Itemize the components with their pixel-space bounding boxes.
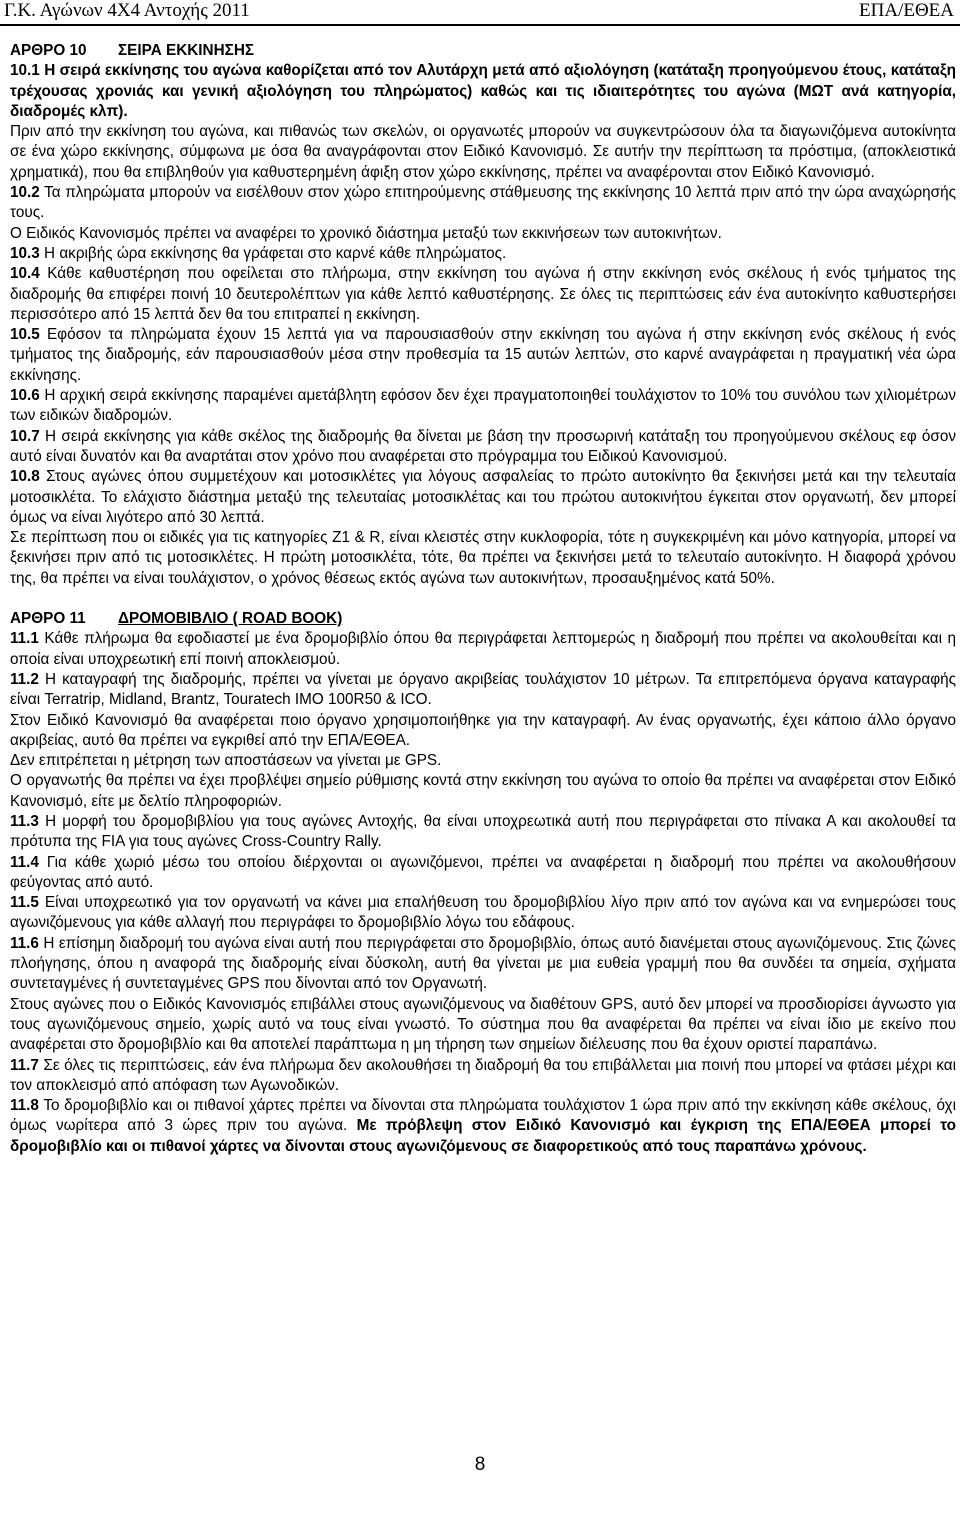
- clause-10-3-text: Η ακριβής ώρα εκκίνησης θα γράφεται στο καρνέ κάθε πληρώματος.: [39, 244, 507, 262]
- clause-10-4-text: Κάθε καθυστέρηση που οφείλεται στο πλήρωμα, στην εκκίνηση του αγώνα ή στην εκκίνηση ενός σκέλους ή ενός τμήματος της διαδρομής θα επιφέρει ποινή 10 δευτερολέπτων για κάθε λεπτό καθυστέρησης. Σε όλες τις περιπτώσεις εάν ένα αυτοκίνητο καθυστερήσει περισσότερο από 15 λεπτά δεν θα του επιτραπεί η εκκίνηση.: [10, 265, 956, 323]
- paragraph-10-2: [10, 183, 956, 224]
- paragraph-10-8-b: Σε περίπτωση που οι ειδικές για τις κατηγορίες Z1 & R, είναι κλειστές στην κυκλοφορία, τότε η συγκεκριμένη και μόνο κατηγορία, μπορεί να ξεκινήσει πριν από τις μοτοσικλέτες. Η πρώτη μοτοσικλέτα, τότε, θα πρέπει να ξεκινήσει μετά το τελευταίο αυτοκίνητο. Η διαφορά χρόνου της, θα πρέπει να είναι τουλάχιστον, ο χρόνος θέσεως εκτός αγώνα των αυτοκινήτων, προσαυξημένος κατά 50%.: [10, 529, 956, 587]
- clause-11-2-text: Η καταγραφή της διαδρομής, πρέπει να γίνεται με όργανο ακριβείας τουλάχιστον 10 μέτρων. Τα επιτρεπόμενα όργανα καταγραφής είναι Terratrip, Midland, Brantz, Touratech IMO 100R50 & ICO.: [10, 670, 956, 709]
- paragraph-11-8: [10, 1096, 956, 1157]
- article-10-heading: [10, 41, 956, 61]
- document-title: Γ.Κ. Αγώνων 4Χ4 Αντοχής 2011: [4, 0, 250, 21]
- clause-10-1-number: 10.1: [10, 62, 40, 80]
- paragraph-11-4: [10, 853, 956, 894]
- clause-11-1-number: 11.1: [10, 630, 39, 648]
- paragraph-11-5: [10, 893, 956, 934]
- clause-11-7-number: 11.7: [10, 1056, 39, 1074]
- article-11-title: ΔΡΟΜΟΒΙΒΛΙΟ ( ROAD BOOK): [118, 610, 343, 628]
- paragraph-10-1: [10, 61, 956, 122]
- article-10-title: ΣΕΙΡΑ ΕΚΚΙΝΗΣΗΣ: [118, 42, 255, 59]
- clause-10-6-number: 10.6: [10, 387, 40, 405]
- paragraph-10-1-body: Πριν από την εκκίνηση του αγώνα, και πιθανώς των σκελών, οι οργανωτές μπορούν να συγκεντρώσουν όλα τα διαγωνιζόμενα αυτοκίνητα σε ένα χώρο εκκίνησης, σύμφωνα με όσα θα αναγράφονται στον Ειδικό Κανονισμό. Σε αυτήν την περίπτωση τα πρόστιμα, (αποκλειστικά χρηματικά), που θα επιβληθούν για καθυστερημένη άφιξη στον χώρο εκκίνησης, πρέπει να αναφέρονται στον Ειδικό Κανονισμό.: [10, 123, 956, 181]
- document-body: [10, 41, 956, 1157]
- clause-11-4-number: 11.4: [10, 853, 39, 871]
- clause-10-7-number: 10.7: [10, 427, 40, 445]
- clause-10-5-text: Εφόσον τα πληρώματα έχουν 15 λεπτά για να παρουσιασθούν στην εκκίνηση του αγώνα ή στην εκκίνηση ενός σκέλους ή ενός τμήματος της διαδρομής, εάν παρουσιασθούν μέσα στην προθεσμία τα 15 αυτών λεπτών, στο καρνέ αναγράφεται η πραγματική νέα ώρα εκκίνησης.: [10, 326, 956, 384]
- page-header: [0, 0, 960, 26]
- paragraph-10-8: [10, 467, 956, 528]
- paragraph-11-6: [10, 934, 956, 995]
- paragraph-10-7: [10, 427, 956, 468]
- paragraph-11-3: [10, 812, 956, 853]
- paragraph-10-3: [10, 244, 956, 264]
- paragraph-11-2-b: Στον Ειδικό Κανονισμό θα αναφέρεται ποιο όργανο χρησιμοποιήθηκε για την καταγραφή. Αν ένας οργανωτής, έχει κάποιο άλλο όργανο ακριβείας, αυτό θα πρέπει να εγκριθεί από την ΕΠΑ/ΕΘΕΑ.: [10, 711, 956, 749]
- clause-10-7-text: Η σειρά εκκίνησης για κάθε σκέλος της διαδρομής θα δίνεται με βάση την προσωρινή κατάταξη του προηγούμενου σκέλους εφ όσον αυτό είναι δυνατόν και θα αναρτάται στον χρόνο που αναφέρεται στο πρόγραμμα του Ειδικού Κανονισμού.: [10, 427, 956, 465]
- clause-10-2-text: Τα πληρώματα μπορούν να εισέλθουν στον χώρο επιτηρούμενης στάθμευσης της εκκίνησης 10 λεπτά πριν από την ώρα αναχώρησής τους.: [10, 184, 956, 222]
- paragraph-10-5: [10, 325, 956, 386]
- clause-10-5-number: 10.5: [10, 326, 40, 344]
- article-11-heading: [10, 609, 956, 629]
- article-10-number: ΑΡΘΡΟ 10: [10, 42, 87, 59]
- paragraph-10-6: [10, 386, 956, 427]
- clause-10-3-number: 10.3: [10, 244, 40, 262]
- clause-10-6-text: Η αρχική σειρά εκκίνησης παραμένει αμετάβλητη εφόσον δεν έχει πραγματοποιηθεί τουλάχιστον το 10% του συνόλου των χιλιομέτρων των ειδικών διαδρομών.: [10, 387, 956, 425]
- paragraph-11-6-b: Στους αγώνες που ο Ειδικός Κανονισμός επιβάλλει στους αγωνιζόμενους να διαθέτουν GPS, αυτό δεν μπορεί να προσδιορίσει άγνωστο για τους αγωνιζόμενους σημείο, χωρίς αυτό να τους είναι γνωστό. Το σύστημα που θα αναφέρεται θα πρέπει να είναι ίδιο με εκείνο που αναφέρεται στο δρομοβιβλίο και θα αποτελεί παράπτωμα η μη τήρηση των σημείων διέλευσης που θα έχουν οριστεί παραπάνω.: [10, 995, 956, 1054]
- page-number: 8: [474, 1454, 486, 1475]
- clause-11-1-text: Κάθε πλήρωμα θα εφοδιαστεί με ένα δρομοβιβλίο όπου θα περιγράφεται λεπτομερώς η διαδρομή που πρέπει να ακολουθείται και η οποία είναι υποχρεωτική επί ποινή αποκλεισμού.: [10, 630, 956, 668]
- clause-11-7-text: Σε όλες τις περιπτώσεις, εάν ένα πλήρωμα δεν ακολουθήσει τη διαδρομή θα του επιβάλλεται μια ποινή που μπορεί να φτάσει μέχρι και τον αποκλεισμό από απόφαση των Αγωνοδικών.: [10, 1056, 956, 1094]
- paragraph-11-2: [10, 670, 956, 711]
- clause-10-4-number: 10.4: [10, 265, 40, 283]
- paragraph-11-1: [10, 629, 956, 670]
- clause-11-6-text: Η επίσημη διαδρομή του αγώνα είναι αυτή που περιγράφεται στο δρομοβιβλίο, όπως αυτό διανέμεται στους αγωνιζόμενους. Στις ζώνες πλοήγησης, όπου η αναφορά της διαδρομής είναι δύσκολη, αυτή θα γίνεται με μια ευθεία γραμμή που θα συνδέει τα σημεία, σχήματα συντεταγμένες ή συντεταγμένες GPS που δίνονται από τον Οργανωτή.: [10, 934, 956, 993]
- organization-name: ΕΠΑ/ΕΘΕΑ: [859, 0, 954, 21]
- clause-10-2-number: 10.2: [10, 184, 40, 202]
- clause-11-5-text: Είναι υποχρεωτικό για τον οργανωτή να κάνει μια επαλήθευση του δρομοβιβλίου λίγο πριν από τον αγώνα και να ενημερώσει τους αγωνιζόμενους για κάθε αλλαγή που περιγράφει το δρομοβιβλίο λόγω του εδάφους.: [10, 894, 956, 932]
- clause-11-8-bold-note: Με πρόβλεψη στον Ειδικό Κανονισμό και έγκριση της ΕΠΑ/ΕΘΕΑ μπορεί το δρομοβιβλίο και οι πιθανοί χάρτες να δίνονται στους αγωνιζόμενους σε διαφορετικούς από τους παραπάνω χρόνους.: [10, 1117, 956, 1155]
- clause-10-1-lead: Η σειρά εκκίνησης του αγώνα καθορίζεται από τον Αλυτάρχη μετά από αξιολόγηση (κατάταξη προηγούμενου έτους, κατάταξη τρέχουσας χρονιάς και γενική αξιολόγηση του πληρώματος) καθώς και τις ιδιαιτερότητες του αγώνα (ΜΩΤ ανά κατηγορία, διαδρομές κλπ).: [10, 62, 956, 120]
- paragraph-11-2-d: Ο οργανωτής θα πρέπει να έχει προβλέψει σημείο ρύθμισης κοντά στην εκκίνηση του αγώνα το οποίο θα πρέπει να αναφέρεται στον Ειδικό Κανονισμό, είτε με δελτίο πληροφοριών.: [10, 772, 956, 810]
- clause-11-6-number: 11.6: [10, 934, 39, 952]
- article-11-number: ΑΡΘΡΟ 11: [10, 610, 86, 628]
- clause-10-8-text: Στους αγώνες όπου συμμετέχουν και μοτοσικλέτες για λόγους ασφαλείας το πρώτο αυτοκίνητο θα ξεκινήσει μετά και την τελευταία μοτοσικλέτα. Το ελάχιστο διάστημα μεταξύ της τελευταίας μοτοσικλέτας και του πρώτου αυτοκινήτου έγκειται στον οργανωτή, δεν μπορεί όμως να είναι λιγότερο από 30 λεπτά.: [10, 468, 956, 526]
- paragraph-11-7: [10, 1056, 956, 1097]
- clause-11-3-text: Η μορφή του δρομοβιβλίου για τους αγώνες Αντοχής, θα είναι υποχρεωτικά αυτή που περιγράφεται στο πίνακα Α και ακολουθεί τα πρότυπα της FIA για τους αγώνες Cross-Country Rally.: [10, 812, 956, 851]
- paragraph-11-2-c: Δεν επιτρέπεται η μέτρηση των αποστάσεων να γίνεται με GPS.: [10, 752, 442, 770]
- section-spacer: [10, 589, 956, 609]
- paragraph-10-4: [10, 264, 956, 325]
- clause-10-8-number: 10.8: [10, 468, 40, 486]
- clause-11-8-text: Το δρομοβιβλίο και οι πιθανοί χάρτες πρέπει να δίνονται στα πληρώματα τουλάχιστον 1 ώρα πριν από την εκκίνηση κάθε σκέλους, όχι όμως νωρίτερα από 3 ώρες πριν του αγώνα.: [10, 1097, 956, 1135]
- clause-11-8-number: 11.8: [10, 1097, 39, 1115]
- clause-11-4-text: Για κάθε χωριό μέσω του οποίου διέρχονται οι αγωνιζόμενοι, πρέπει να αναφέρεται η διαδρομή που πρέπει να ακολουθήσουν φεύγοντας από αυτό.: [10, 853, 956, 891]
- clause-11-5-number: 11.5: [10, 894, 39, 912]
- clause-11-2-number: 11.2: [10, 670, 39, 688]
- paragraph-10-2-b: Ο Ειδικός Κανονισμός πρέπει να αναφέρει το χρονικό διάστημα μεταξύ των εκκινήσεων των αυτοκινήτων.: [10, 224, 722, 242]
- clause-11-3-number: 11.3: [10, 812, 39, 830]
